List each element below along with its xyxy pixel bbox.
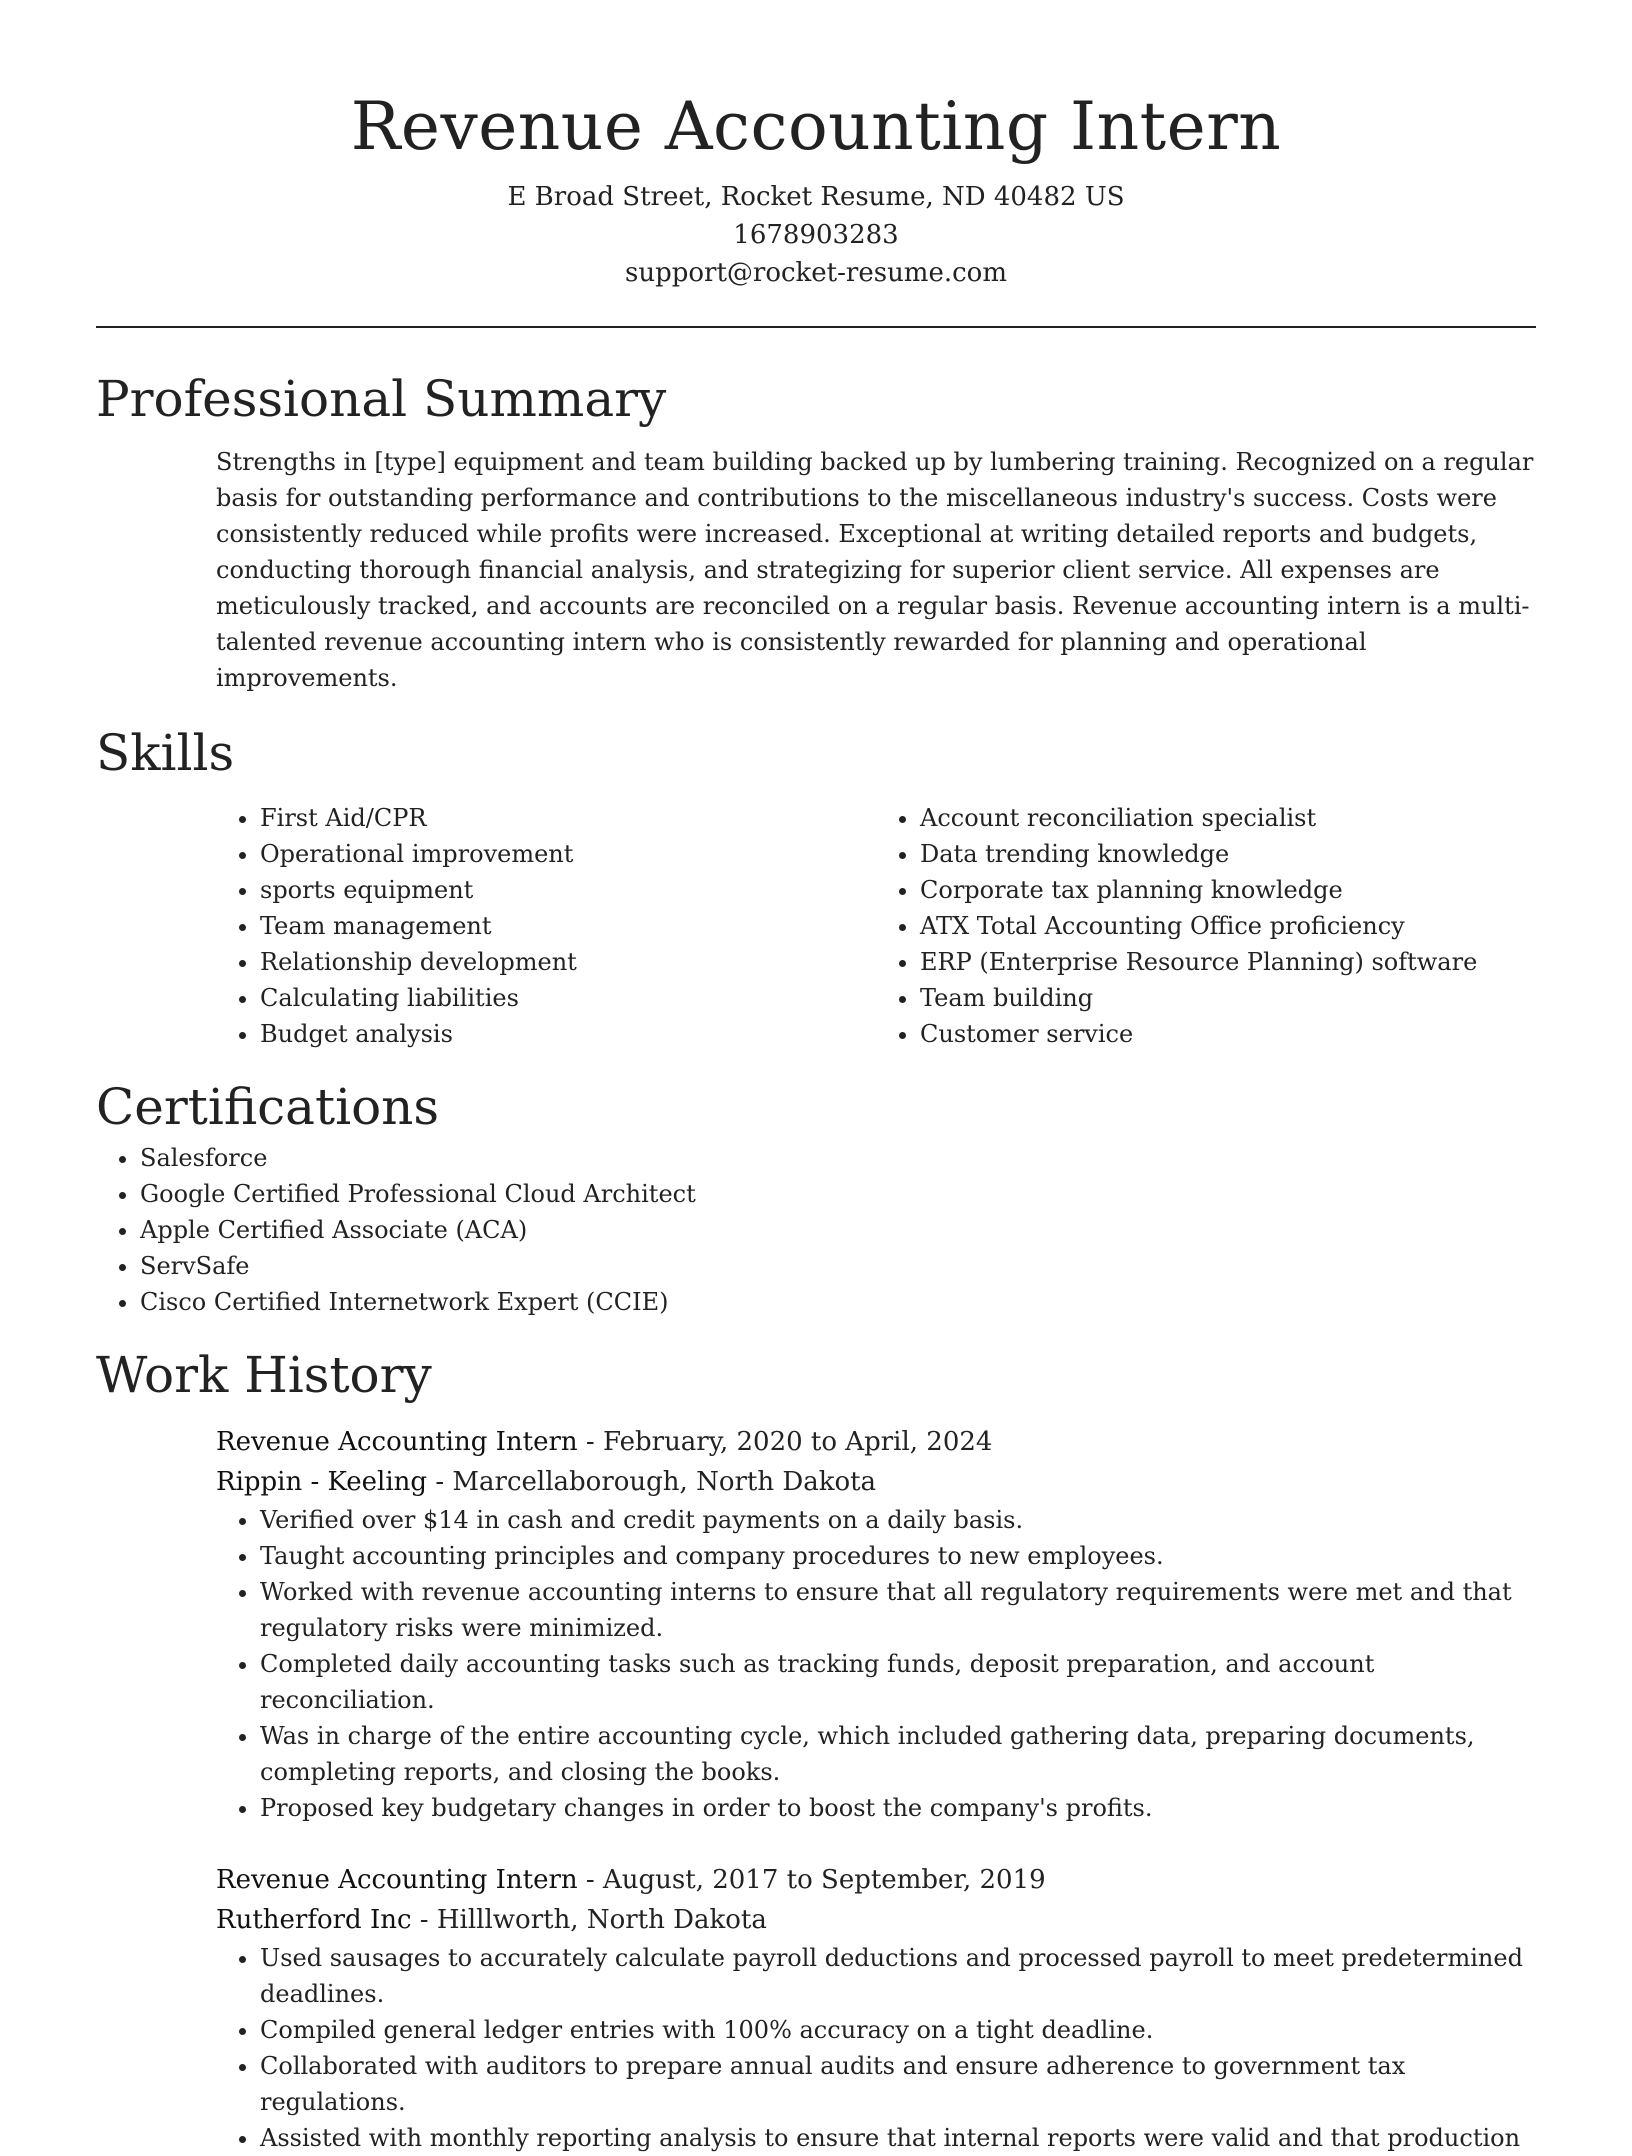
job-title-line [216,1860,1536,1900]
work-history-section [96,1342,1536,2156]
resume-header [96,0,1536,292]
skills-section [96,720,1536,1052]
section-title-summary: Professional Summary [96,370,667,428]
certification-item: • Google Certified Professional Cloud Architect [140,1176,1536,1212]
job-bullet: • Compiled general ledger entries with 100% accuracy on a tight deadline. [260,2012,1536,2048]
skills-list-right [876,800,1536,1052]
job-bullet: • Worked with revenue accounting interns to ensure that all regulatory requirements were met and that regulatory risks were minimized. [260,1574,1536,1646]
certification-item: • Salesforce [140,1140,1536,1176]
job-company: Rippin - Keeling [216,1467,428,1497]
job-role: Revenue Accounting Intern [216,1865,578,1895]
skill-item: • sports equipment [260,872,876,908]
job-bullet: • Was in charge of the entire accounting cycle, which included gathering data, preparing documents, completing reports, and closing the books. [260,1718,1536,1790]
job-company-line [216,1462,1536,1502]
address: E Broad Street, Rocket Resume, ND 40482 US [507,182,1125,212]
certification-item: • Apple Certified Associate (ACA) [140,1212,1536,1248]
section-title-certifications: Certifications [96,1078,440,1136]
job-bullet: • Proposed key budgetary changes in order to boost the company's profits. [260,1790,1536,1826]
header-divider [96,326,1536,328]
skill-item: • ATX Total Accounting Office proficiency [920,908,1536,944]
job-bullet: • Assisted with monthly reporting analysis to ensure that internal reports were valid and that production [260,2120,1536,2156]
skill-item: • Team management [260,908,876,944]
candidate-name: Revenue Accounting Intern [350,88,1282,165]
job-location: - Marcellaborough, North Dakota [427,1467,877,1497]
contact-info [96,178,1536,292]
summary-text: Strengths in [type] equipment and team building backed up by lumbering training. Recognized on a regular basis for outstanding performance and contributions to the miscellaneous industry's success. Costs were consistently reduced while profits were increased. Exceptional at writing detailed reports and budgets, conducting thorough financial analysis, and strategizing for superior client service. All expenses are meticulously tracked, and accounts are reconciled on a regular basis. Revenue accounting intern is a multi-talented revenue accounting intern who is consistently rewarded for planning and operational improvements. [216,448,1534,692]
email-address: support@rocket-resume.com [624,258,1007,288]
job-bullet: • Used sausages to accurately calculate payroll deductions and processed payroll to meet predetermined deadlines. [260,1940,1536,2012]
skill-item: • Corporate tax planning knowledge [920,872,1536,908]
skills-list-left [216,800,876,1052]
skills-columns [216,800,1536,1052]
certifications-section [96,1074,1536,1320]
job-bullet: • Verified over $14 in cash and credit payments on a daily basis. [260,1502,1536,1538]
job-company: Rutherford Inc [216,1905,412,1935]
skill-item: • Calculating liabilities [260,980,876,1016]
skill-item: • Customer service [920,1016,1536,1052]
skill-item: • Account reconciliation specialist [920,800,1536,836]
phone-number: 1678903283 [733,220,899,250]
certifications-list [96,1140,1536,1320]
section-title-skills: Skills [96,724,235,782]
skill-item: • ERP (Enterprise Resource Planning) software [920,944,1536,980]
certification-item: • Cisco Certified Internetwork Expert (CCIE) [140,1284,1536,1320]
skill-item: • Team building [920,980,1536,1016]
job-bullet: • Taught accounting principles and company procedures to new employees. [260,1538,1536,1574]
job-bullet: • Collaborated with auditors to prepare annual audits and ensure adherence to government tax regulations. [260,2048,1536,2120]
job-company-line [216,1900,1536,1940]
skill-item: • Relationship development [260,944,876,980]
job-role: Revenue Accounting Intern [216,1427,578,1457]
job-dates: - February, 2020 to April, 2024 [577,1427,993,1457]
skill-item: • First Aid/CPR [260,800,876,836]
skill-item: • Data trending knowledge [920,836,1536,872]
job-title-line [216,1422,1536,1462]
job-dates: - August, 2017 to September, 2019 [577,1865,1046,1895]
job-bullet: • Completed daily accounting tasks such as tracking funds, deposit preparation, and account reconciliation. [260,1646,1536,1718]
section-title-work-history: Work History [96,1346,432,1404]
certification-item: • ServSafe [140,1248,1536,1284]
job-bullet-list [216,1502,1536,1826]
job-bullet-list [216,1940,1536,2156]
job-entry [216,1422,1536,1826]
job-location: - Hilllworth, North Dakota [411,1905,767,1935]
skill-item: • Budget analysis [260,1016,876,1052]
summary-section [96,366,1536,696]
skill-item: • Operational improvement [260,836,876,872]
